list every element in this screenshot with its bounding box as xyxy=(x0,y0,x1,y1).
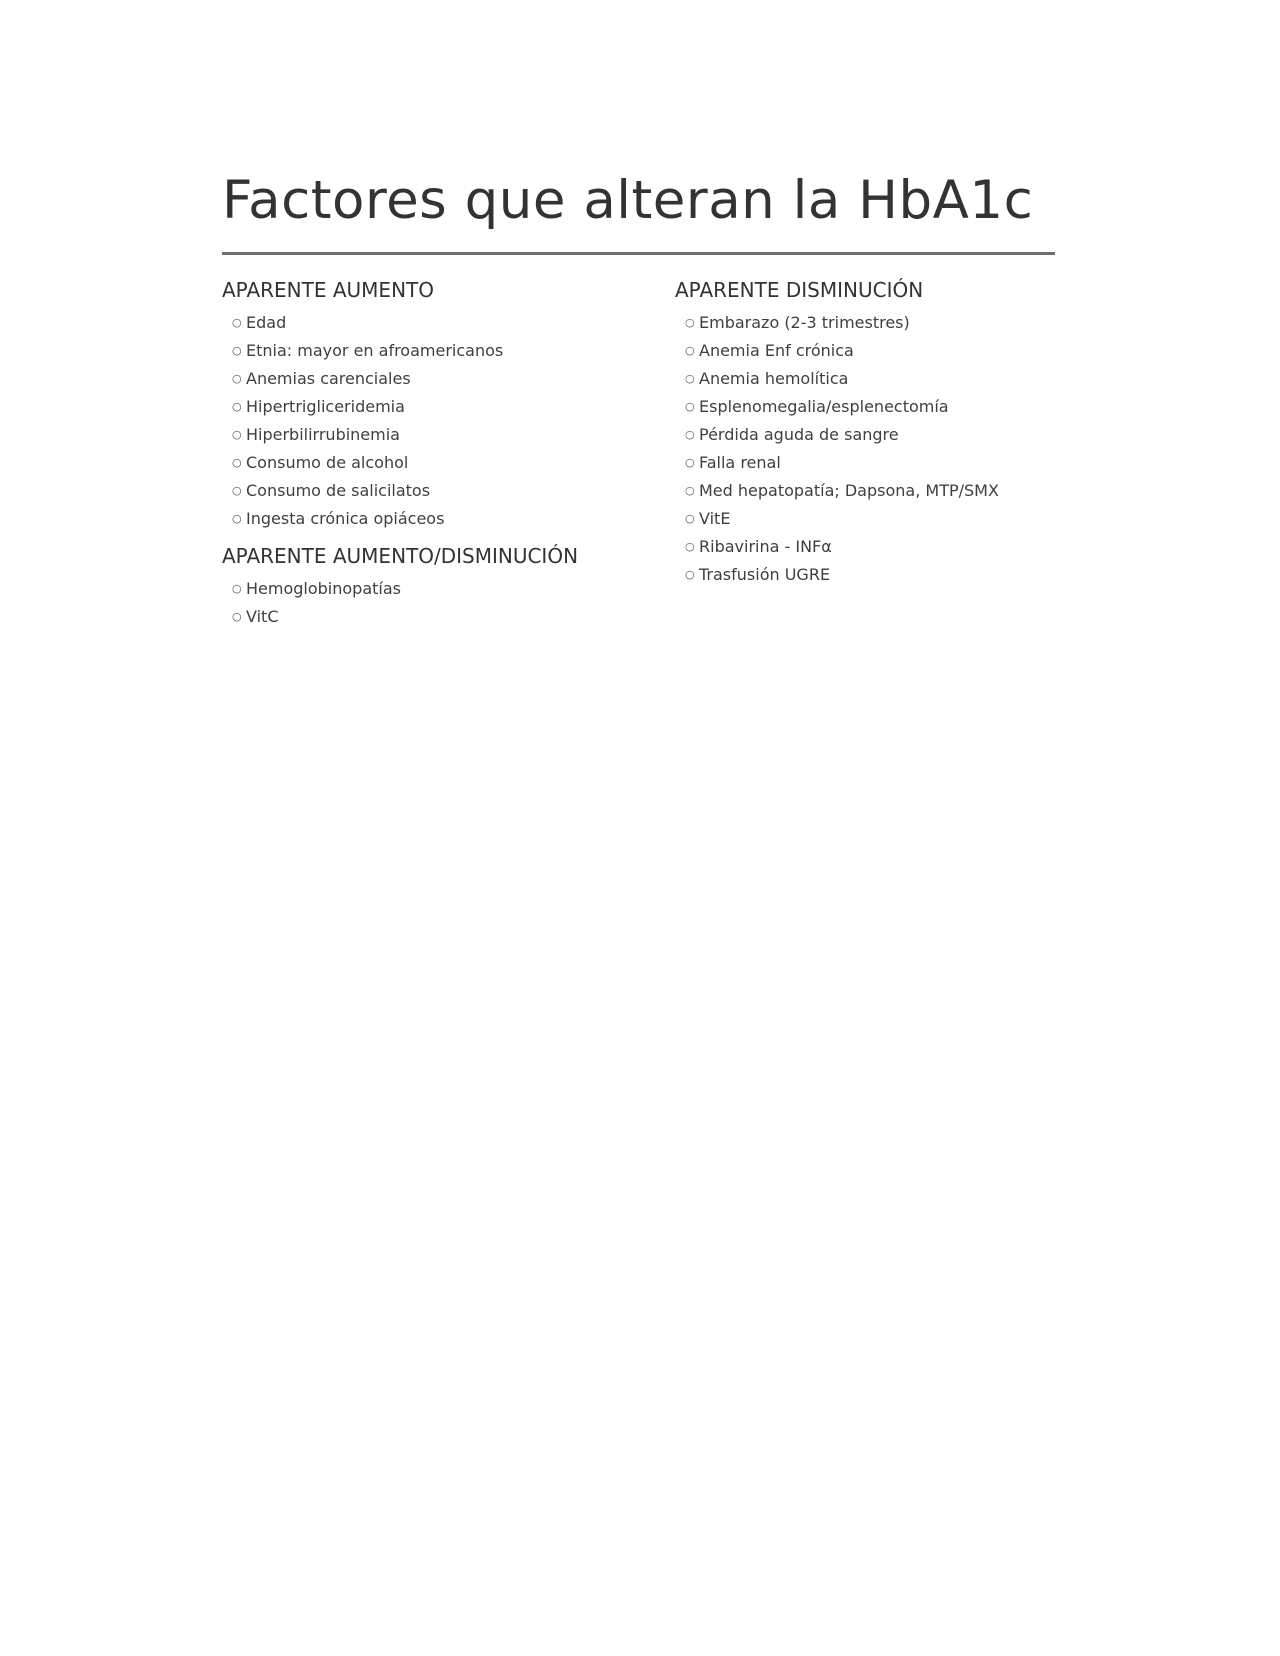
bullet-circle-icon: ○ xyxy=(685,483,695,497)
bullet-circle-icon: ○ xyxy=(685,371,695,385)
list-item-text: Etnia: mayor en afroamericanos xyxy=(246,340,504,360)
bullet-circle-icon: ○ xyxy=(232,343,242,357)
list-item-text: Falla renal xyxy=(699,452,781,472)
item-list-disminucion xyxy=(675,308,1075,588)
list-item-text: Trasfusión UGRE xyxy=(699,564,831,584)
list-item xyxy=(222,476,662,504)
bullet-circle-icon: ○ xyxy=(232,609,242,623)
list-item xyxy=(675,392,1075,420)
list-item-text: Hipertrigliceridemia xyxy=(246,396,405,416)
list-item xyxy=(222,364,662,392)
list-item xyxy=(222,602,662,630)
bullet-circle-icon: ○ xyxy=(232,427,242,441)
bullet-circle-icon: ○ xyxy=(232,315,242,329)
section-aparente-disminucion xyxy=(675,276,1075,588)
bullet-circle-icon: ○ xyxy=(685,315,695,329)
list-item xyxy=(675,560,1075,588)
bullet-circle-icon: ○ xyxy=(232,455,242,469)
list-item xyxy=(222,574,662,602)
bullet-circle-icon: ○ xyxy=(685,511,695,525)
left-column xyxy=(222,276,662,640)
list-item-text: Anemia hemolítica xyxy=(699,368,849,388)
bullet-circle-icon: ○ xyxy=(232,483,242,497)
list-item-text: Anemias carenciales xyxy=(246,368,411,388)
bullet-circle-icon: ○ xyxy=(685,455,695,469)
page-title: Factores que alteran la HbA1c xyxy=(222,170,1034,231)
list-item-text: Ingesta crónica opiáceos xyxy=(246,508,445,528)
item-list-aumento-disminucion xyxy=(222,574,662,630)
list-item-text: Hemoglobinopatías xyxy=(246,578,401,598)
bullet-circle-icon: ○ xyxy=(685,539,695,553)
list-item-text: Edad xyxy=(246,312,287,332)
list-item xyxy=(675,336,1075,364)
list-item-text: Ribavirina - INFα xyxy=(699,536,832,556)
section-aparente-aumento xyxy=(222,276,662,532)
list-item-text: Anemia Enf crónica xyxy=(699,340,854,360)
list-item xyxy=(222,448,662,476)
list-item-text: Consumo de alcohol xyxy=(246,452,409,472)
list-item-text: VitE xyxy=(699,508,731,528)
list-item-text: Esplenomegalia/esplenectomía xyxy=(699,396,949,416)
bullet-circle-icon: ○ xyxy=(685,343,695,357)
list-item xyxy=(675,504,1075,532)
list-item xyxy=(675,448,1075,476)
list-item xyxy=(222,504,662,532)
list-item xyxy=(675,420,1075,448)
list-item-text: Hiperbilirrubinemia xyxy=(246,424,400,444)
list-item-text: Med hepatopatía; Dapsona, MTP/SMX xyxy=(699,480,999,500)
list-item-text: Consumo de salicilatos xyxy=(246,480,431,500)
bullet-circle-icon: ○ xyxy=(232,511,242,525)
list-item-text: Embarazo (2-3 trimestres) xyxy=(699,312,910,332)
list-item xyxy=(675,532,1075,560)
list-item xyxy=(675,476,1075,504)
section-heading-disminucion: APARENTE DISMINUCIÓN xyxy=(675,278,924,302)
section-aparente-aumento-disminucion xyxy=(222,542,662,630)
list-item xyxy=(675,364,1075,392)
list-item-text: VitC xyxy=(246,606,279,626)
list-item xyxy=(222,420,662,448)
right-column xyxy=(675,276,1075,598)
list-item xyxy=(222,308,662,336)
list-item-text: Pérdida aguda de sangre xyxy=(699,424,899,444)
item-list-aumento xyxy=(222,308,662,532)
bullet-circle-icon: ○ xyxy=(232,399,242,413)
list-item xyxy=(222,392,662,420)
bullet-circle-icon: ○ xyxy=(232,371,242,385)
bullet-circle-icon: ○ xyxy=(685,399,695,413)
list-item xyxy=(222,336,662,364)
section-heading-aumento: APARENTE AUMENTO xyxy=(222,278,434,302)
list-item xyxy=(675,308,1075,336)
title-divider xyxy=(222,252,1055,255)
bullet-circle-icon: ○ xyxy=(232,581,242,595)
section-heading-aumento-disminucion: APARENTE AUMENTO/DISMINUCIÓN xyxy=(222,544,579,568)
bullet-circle-icon: ○ xyxy=(685,567,695,581)
bullet-circle-icon: ○ xyxy=(685,427,695,441)
